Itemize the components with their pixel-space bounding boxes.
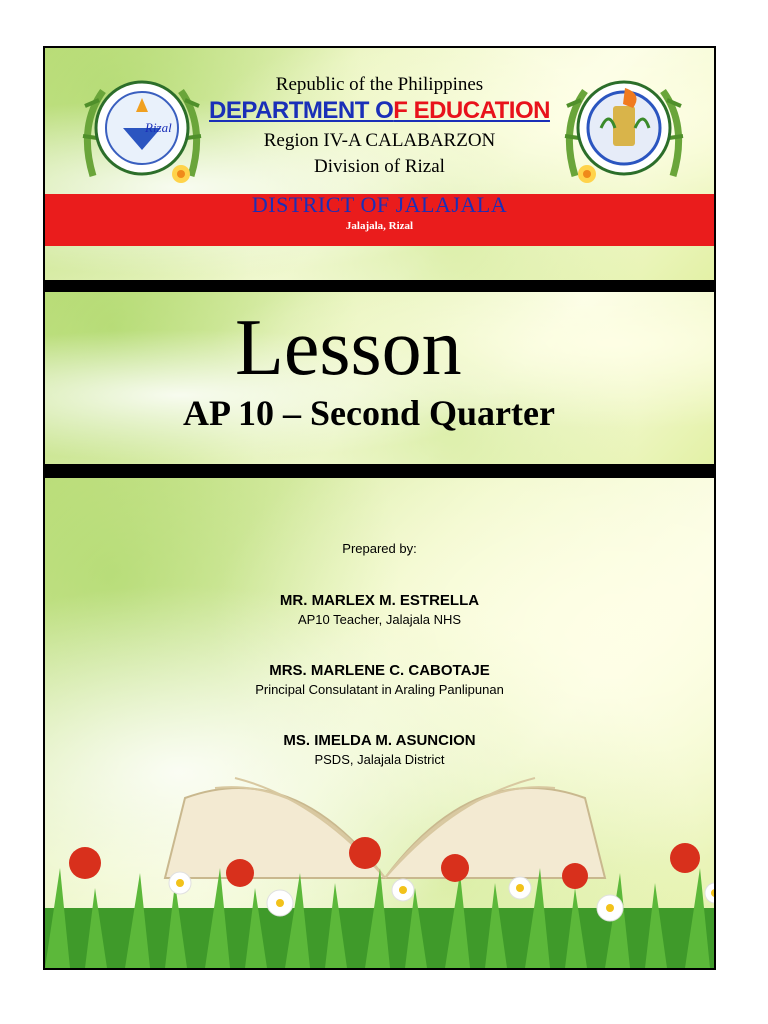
svg-text:Rizal: Rizal (145, 120, 172, 135)
division-line: Division of Rizal (314, 156, 445, 177)
department-heading (45, 97, 714, 125)
lesson-title: Lesson (235, 304, 462, 392)
person-role: Principal Consulatant in Araling Panlipunan (255, 682, 504, 697)
district-location: Jalajala, Rizal (345, 220, 414, 232)
prepared-by-label: Prepared by: (342, 541, 417, 556)
department-heading-red: F EDUCATION (393, 97, 550, 124)
credits-panel (45, 478, 714, 968)
department-heading-blue: DEPARTMENT O (209, 97, 394, 124)
lesson-subtitle: AP 10 – Second Quarter (183, 393, 555, 433)
header-panel (45, 48, 714, 280)
person-role: AP10 Teacher, Jalajala NHS (297, 612, 462, 627)
cover-frame (43, 46, 716, 970)
region-line: Region IV-A CALABARZON (263, 130, 496, 151)
person-role: PSDS, Jalajala District (314, 752, 445, 767)
flower-meadow-icon (45, 818, 714, 968)
district-name: DISTRICT OF JALAJALA (251, 192, 508, 217)
republic-line: Republic of the Philippines (275, 74, 484, 95)
title-panel (45, 292, 714, 464)
person-name: MRS. MARLENE C. CABOTAJE (269, 662, 490, 679)
person-name: MS. IMELDA M. ASUNCION (283, 732, 476, 749)
person-name: MR. MARLEX M. ESTRELLA (279, 592, 480, 609)
